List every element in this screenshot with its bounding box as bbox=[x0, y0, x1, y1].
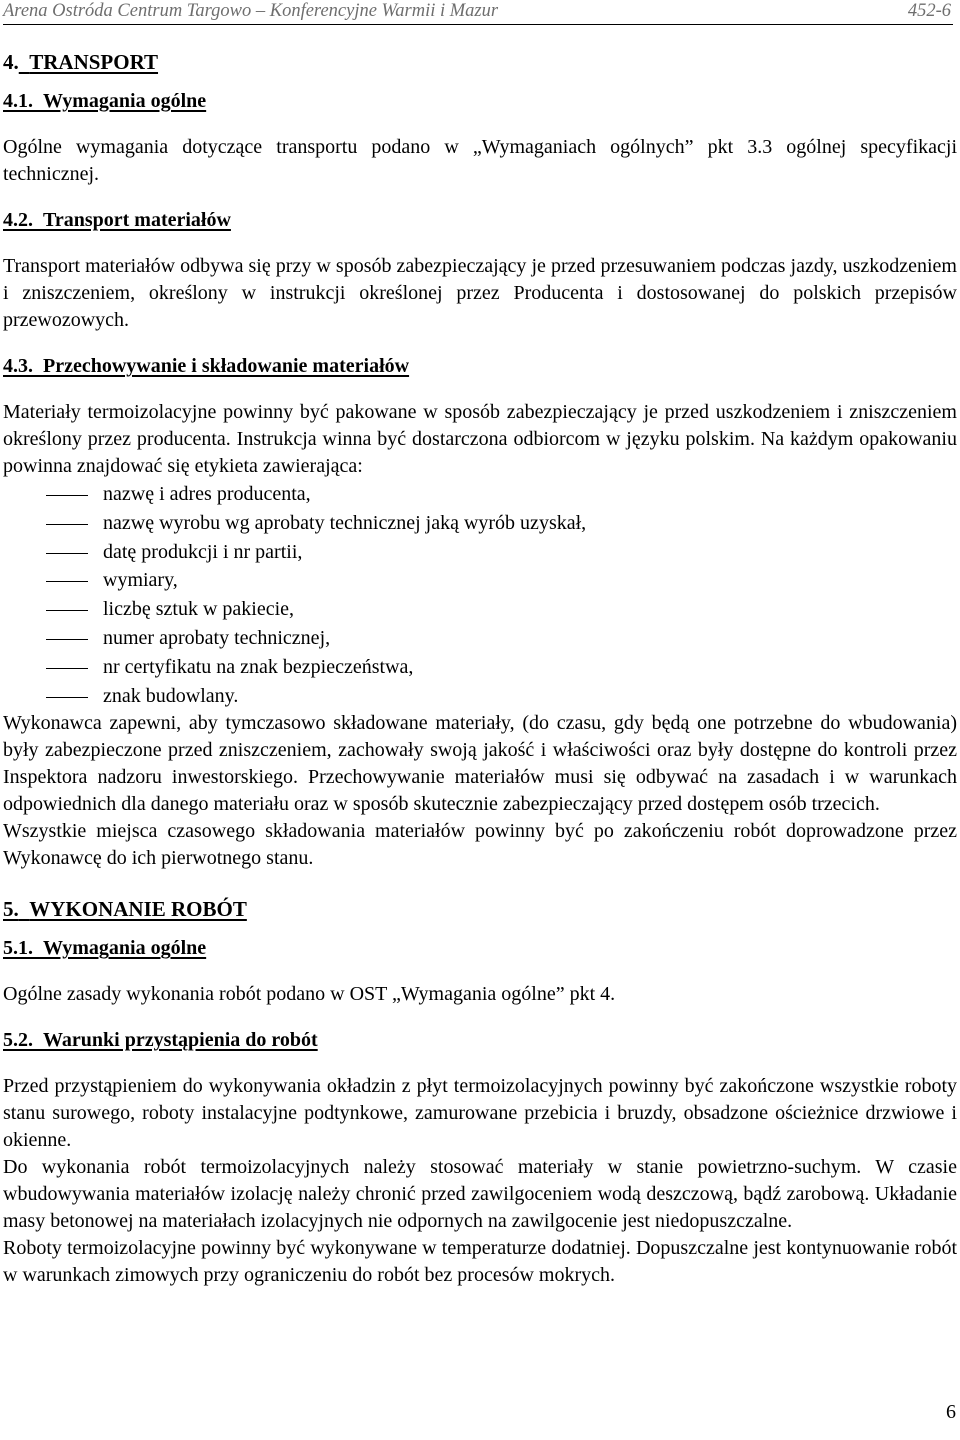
header-code: 452-6 bbox=[907, 1, 951, 21]
header-title: Arena Ostróda Centrum Targowo – Konferencyjne Warmii i Mazur bbox=[3, 1, 499, 21]
section-5-1-heading bbox=[3, 935, 957, 962]
list-item: nazwę i adres producenta, bbox=[3, 480, 957, 509]
section-number: 4.1. bbox=[3, 90, 33, 112]
section-4-2-text: Transport materiałów odbywa się przy w sposób zabezpieczający je przed przesuwaniem podczas jazdy, uszkodzeniem i zniszczeniem, określony w instrukcji określonej przez Producenta i dostosowanej do polskich przepisów przewozowych. bbox=[3, 255, 957, 331]
page-number: 6 bbox=[946, 1401, 956, 1423]
section-number: 5.2. bbox=[3, 1029, 33, 1052]
list-item: datę produkcji i nr partii, bbox=[3, 538, 957, 567]
section-number: 5.1. bbox=[3, 937, 33, 960]
section-4-1-heading bbox=[3, 88, 957, 115]
list-item: wymiary, bbox=[3, 566, 957, 595]
section-5-2-paragraph-3: Roboty termoizolacyjne powinny być wykonywane w temperaturze dodatniej. Dopuszczalne jest kontynuowanie robót w warunkach zimowych przy ograniczeniu do robót bez procesów mokrych. bbox=[3, 1237, 957, 1287]
section-5-2-paragraph-2: Do wykonania robót termoizolacyjnych należy stosować materiały w stanie powietrzno-suchym. W czasie wbudowywania materiałów izolację należy chronić przed zawilgoceniem wodą deszczową, bądź zarobową. Układanie masy betonowej na materiałach izolacyjnych nie odpornych na zawilgocenie jest niedopuszczalne. bbox=[3, 1156, 957, 1233]
section-4-3-paragraph-2: Wszystkie miejsca czasowego składowania materiałów powinny być po zakończeniu robót doprowadzone przez Wykonawcę do ich pierwotnego stanu. bbox=[3, 820, 957, 870]
section-title: Wymagania ogólne bbox=[43, 90, 207, 112]
label-requirements-list bbox=[3, 480, 957, 710]
section-number: 5. bbox=[3, 897, 19, 922]
section-5-2-paragraph-1: Przed przystąpieniem do wykonywania okładzin z płyt termoizolacyjnych powinny być zakończone wszystkie roboty stanu surowego, roboty instalacyjne podtynkowe, zamurowane przebicia i bruzdy, obsadzone ościeżnice drzwiowe i okienne. bbox=[3, 1075, 957, 1152]
section-4-3-heading bbox=[3, 353, 957, 380]
section-number: 4.2. bbox=[3, 209, 33, 231]
section-title: WYKONANIE ROBÓT bbox=[29, 897, 247, 922]
document-content bbox=[3, 47, 957, 1289]
list-item: znak budowlany. bbox=[3, 682, 957, 711]
section-4-heading bbox=[3, 47, 957, 77]
section-4-3-intro: Materiały termoizolacyjne powinny być pakowane w sposób zabezpieczający je przed uszkodzeniem i zniszczeniem określony przez producenta. Instrukcja winna być dostarczona odbiorcom w języku polskim. Na każdym opakowaniu powinna znajdować się etykieta zawierająca: bbox=[3, 401, 957, 477]
section-4-3-paragraph-1: Wykonawca zapewni, aby tymczasowo składowane materiały, (do czasu, gdy będą one potrzebne do wbudowania) były zabezpieczone przed zniszczeniem, zachowały swoją jakość i właściwości oraz były dostępne do kontroli przez Inspektora nadzoru inwestorskiego. Przechowywanie materiałów musi się odbywać na zasadach i w warunkach odpowiednich dla danego materiału oraz w sposób skutecznie zabezpieczający przed dostępem osób trzecich. bbox=[3, 712, 957, 816]
page-header bbox=[3, 0, 953, 25]
section-title: Warunki przystąpienia do robót bbox=[43, 1029, 318, 1052]
section-5-heading bbox=[3, 894, 957, 924]
list-item: nazwę wyrobu wg aprobaty technicznej jaką wyrób uzyskał, bbox=[3, 509, 957, 538]
section-4-1-text: Ogólne wymagania dotyczące transportu podano w „Wymaganiach ogólnych” pkt 3.3 ogólnej specyfikacji technicznej. bbox=[3, 136, 957, 185]
section-5-2-heading bbox=[3, 1027, 957, 1054]
section-title: Przechowywanie i składowanie materiałów bbox=[43, 355, 410, 377]
list-item: liczbę sztuk w pakiecie, bbox=[3, 595, 957, 624]
list-item: nr certyfikatu na znak bezpieczeństwa, bbox=[3, 653, 957, 682]
section-title: Transport materiałów bbox=[43, 209, 231, 231]
section-number: 4.3. bbox=[3, 355, 33, 377]
list-item: numer aprobaty technicznej, bbox=[3, 624, 957, 653]
section-4-2-heading bbox=[3, 207, 957, 234]
section-title: Wymagania ogólne bbox=[43, 937, 207, 960]
section-number: 4. bbox=[3, 50, 19, 74]
section-5-1-text: Ogólne zasady wykonania robót podano w OST „Wymagania ogólne” pkt 4. bbox=[3, 983, 616, 1006]
section-title: TRANSPORT bbox=[29, 50, 159, 74]
